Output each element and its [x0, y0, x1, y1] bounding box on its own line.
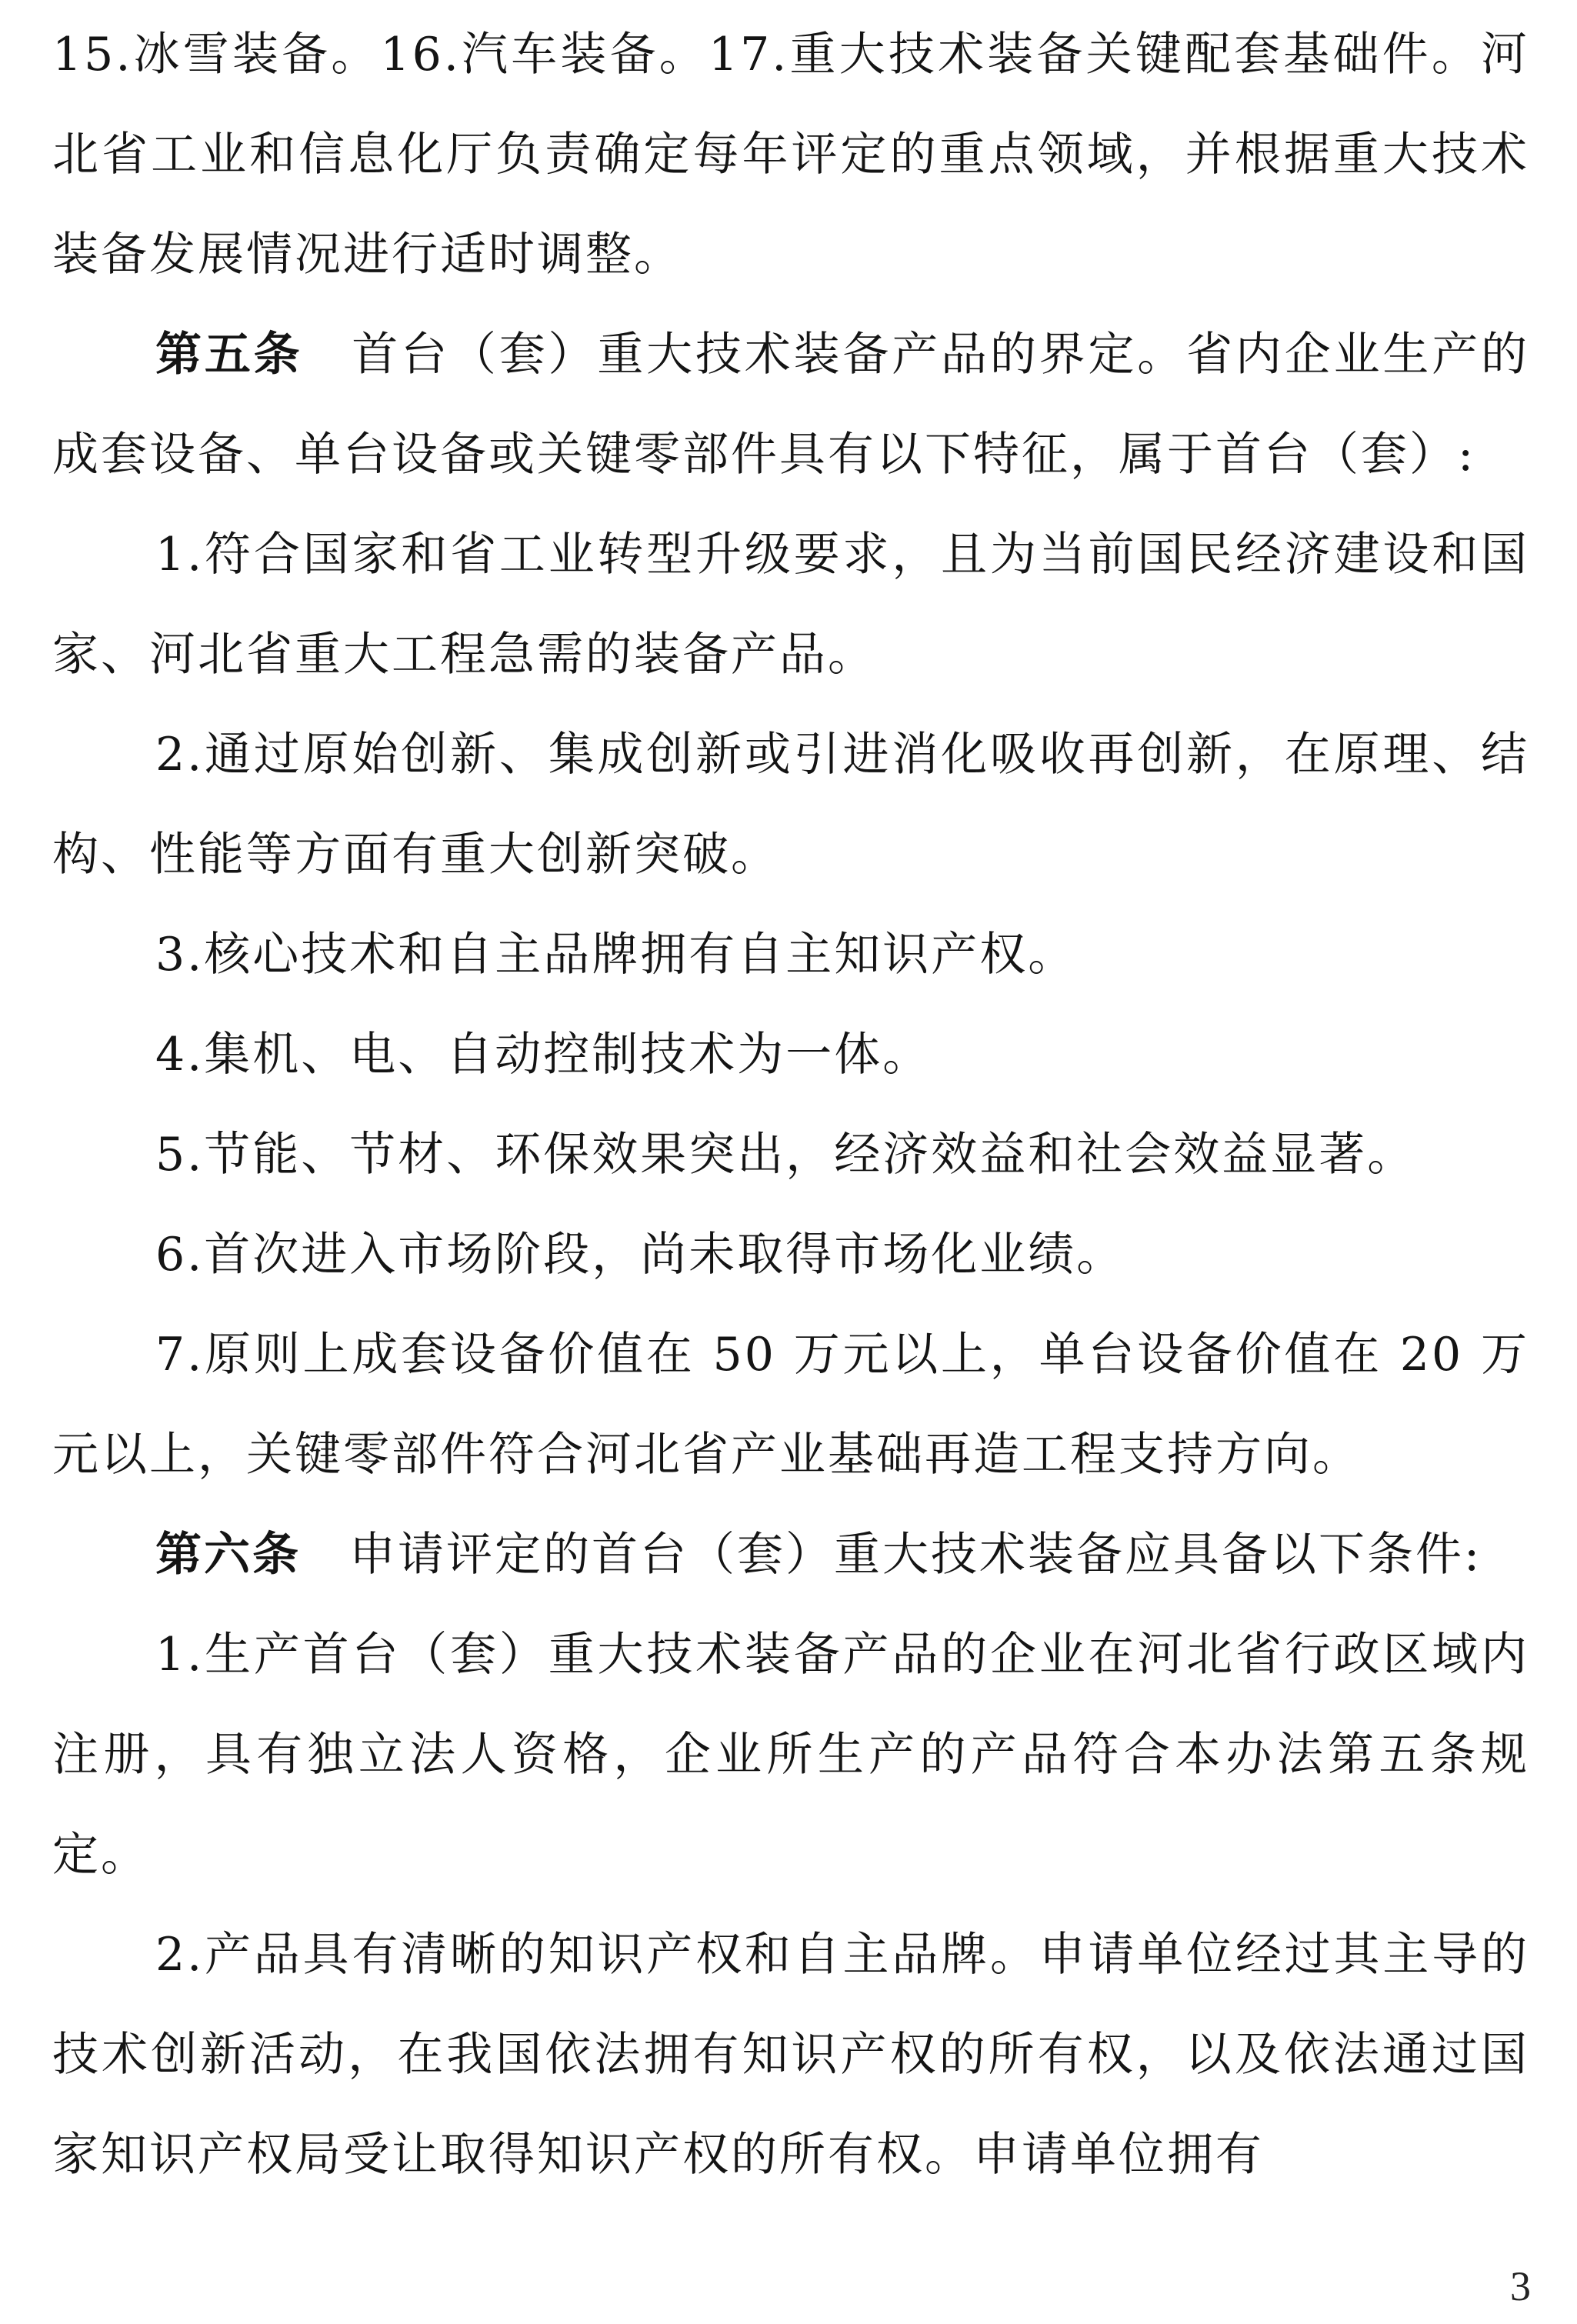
- paragraph-text: 7.原则上成套设备价值在 50 万元以上，单台设备价值在 20 万元以上，关键零部件符合河北省产业基础再造工程支持方向。: [52, 1328, 1529, 1482]
- article-5-item-5: [52, 1105, 1529, 1205]
- article-5-heading-paragraph: [52, 305, 1529, 505]
- paragraph-text: 15.冰雪装备。16.汽车装备。17.重大技术装备关键配套基础件。河北省工业和信息化厅负责确定每年评定的重点领域，并根据重大技术装备发展情况进行适时调整。: [52, 28, 1529, 282]
- article-6-item-2: [52, 1905, 1529, 2205]
- paragraph-text: 首台（套）重大技术装备产品的界定。省内企业生产的成套设备、单台设备或关键零部件具有以下特征，属于首台（套）:: [52, 328, 1530, 482]
- article-5-item-2: [52, 705, 1529, 905]
- paragraph-text: 5.节能、节材、环保效果突出，经济效益和社会效益显著。: [155, 1128, 1416, 1182]
- article-5-item-3: [52, 905, 1529, 1005]
- paragraph-text: 1.符合国家和省工业转型升级要求，且为当前国民经济建设和国家、河北省重大工程急需的装备产品。: [52, 528, 1529, 682]
- paragraph-text: 4.集机、电、自动控制技术为一体。: [155, 1028, 932, 1082]
- article-5-item-4: [52, 1005, 1529, 1105]
- page-number: 3: [1510, 2263, 1531, 2309]
- article-6-heading-paragraph: [52, 1505, 1529, 1605]
- article-5-item-1: [52, 505, 1529, 705]
- paragraph-text: 3.核心技术和自主品牌拥有自主知识产权。: [155, 928, 1077, 982]
- paragraph-text: 6.首次进入市场阶段，尚未取得市场化业绩。: [155, 1228, 1125, 1282]
- article-6-label: 第六条: [155, 1528, 301, 1582]
- document-body: [52, 0, 1529, 2205]
- paragraph-text: 1.生产首台（套）重大技术装备产品的企业在河北省行政区域内注册，具有独立法人资格，企业所生产的产品符合本办法第五条规定。: [52, 1628, 1529, 1882]
- article-5-item-6: [52, 1205, 1529, 1305]
- paragraph-text: 2.通过原始创新、集成创新或引进消化吸收再创新，在原理、结构、性能等方面有重大创新突破。: [52, 728, 1529, 882]
- article-6-item-1: [52, 1605, 1529, 1905]
- paragraph-1: [52, 5, 1529, 305]
- article-5-label: 第五条: [155, 328, 303, 382]
- paragraph-text: 申请评定的首台（套）重大技术装备应具备以下条件:: [301, 1528, 1482, 1582]
- article-5-item-7: [52, 1305, 1529, 1505]
- paragraph-text: 2.产品具有清晰的知识产权和自主品牌。申请单位经过其主导的技术创新活动，在我国依法拥有知识产权的所有权，以及依法通过国家知识产权局受让取得知识产权的所有权。申请单位拥有: [52, 1928, 1529, 2182]
